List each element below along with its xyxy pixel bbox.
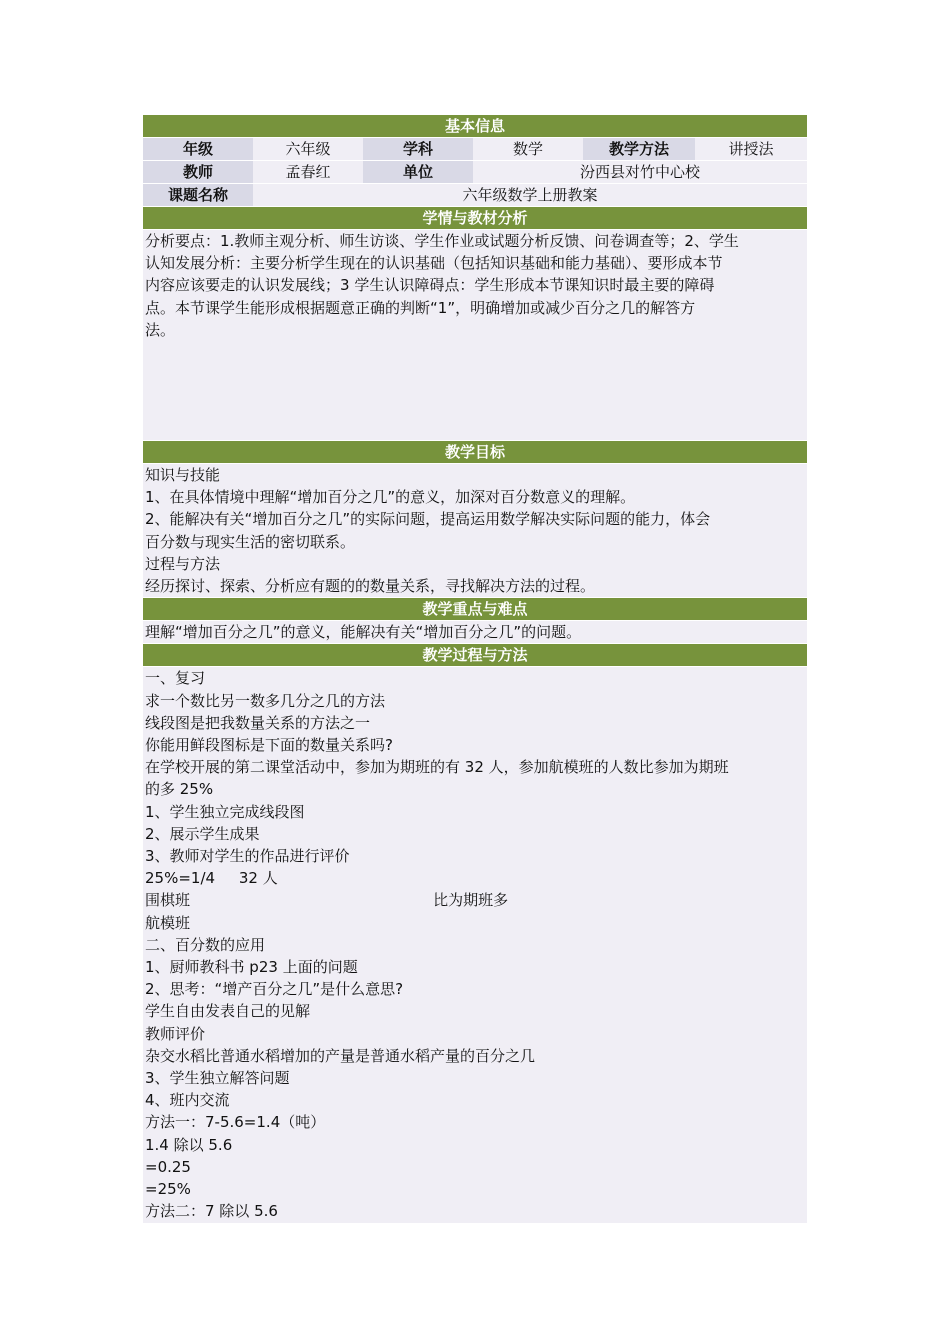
analysis-line: 点。本节课学生能形成根据题意正确的判断“1”，明确增加或减少百分之几的解答方 xyxy=(145,298,696,317)
goals-line: 百分数与现实生活的密切联系。 xyxy=(145,532,356,551)
process-header: 教学过程与方法 xyxy=(143,644,807,667)
topic-value: 六年级数学上册教案 xyxy=(253,184,807,206)
process-line: 3、教师对学生的作品进行评价 xyxy=(145,847,350,866)
process-line: 二、百分数的应用 xyxy=(145,935,266,954)
process-line: 1、学生独立完成线段图 xyxy=(145,802,305,821)
process-line: 方法一：7-5.6=1.4（吨） xyxy=(145,1113,326,1132)
grade-value: 六年级 xyxy=(253,138,363,160)
method-label: 教学方法 xyxy=(583,138,695,160)
key-points-body xyxy=(143,621,807,644)
row-teacher-unit xyxy=(143,161,807,184)
process-line: 4、班内交流 xyxy=(145,1091,230,1110)
process-line: 2、思考：“增产百分之几”是什么意思? xyxy=(145,980,404,999)
basic-info-header: 基本信息 xyxy=(143,115,807,138)
analysis-body xyxy=(143,230,807,441)
row-topic xyxy=(143,184,807,207)
process-line: 一、复习 xyxy=(145,669,206,688)
process-line: 线段图是把我数量关系的方法之一 xyxy=(145,713,371,732)
process-line: 1.4 除以 5.6 xyxy=(145,1135,233,1154)
process-line: 1、厨师教科书 p23 上面的问题 xyxy=(145,958,358,977)
process-line: 求一个数比另一数多几分之几的方法 xyxy=(145,691,386,710)
topic-label: 课题名称 xyxy=(143,184,253,206)
unit-value: 汾西县对竹中心校 xyxy=(473,161,807,183)
goals-body xyxy=(143,464,807,598)
subject-value: 数学 xyxy=(473,138,583,160)
teacher-label: 教师 xyxy=(143,161,253,183)
process-line: 的多 25% xyxy=(145,780,214,799)
teacher-value: 孟春红 xyxy=(253,161,363,183)
process-line: =25% xyxy=(145,1180,191,1199)
process-line: 方法二：7 除以 5.6 xyxy=(145,1202,278,1221)
process-line: 学生自由发表自己的见解 xyxy=(145,1002,311,1021)
analysis-line: 内容应该要走的认识发展线；3 学生认识障碍点：学生形成本节课知识时最主要的障碍 xyxy=(145,276,715,295)
process-line: 你能用鲜段图标是下面的数量关系吗? xyxy=(145,736,393,755)
subject-label: 学科 xyxy=(363,138,473,160)
key-points-header: 教学重点与难点 xyxy=(143,598,807,621)
goals-line: 1、在具体情境中理解“增加百分之几”的意义，加深对百分数意义的理解。 xyxy=(145,488,636,507)
unit-label: 单位 xyxy=(363,161,473,183)
process-line: 杂交水稻比普通水稻增加的产量是普通水稻产量的百分之几 xyxy=(145,1046,536,1065)
goals-line: 过程与方法 xyxy=(145,554,221,573)
process-line: 2、展示学生成果 xyxy=(145,824,260,843)
process-line: 教师评价 xyxy=(145,1024,206,1043)
process-line: 25%=1/4 32 人 xyxy=(145,869,278,888)
process-body xyxy=(143,667,807,1223)
analysis-header: 学情与教材分析 xyxy=(143,207,807,230)
method-value: 讲授法 xyxy=(695,138,807,160)
goals-line: 经历探讨、探索、分析应有题的的数量关系，寻找解决方法的过程。 xyxy=(145,577,596,596)
lesson-plan-table xyxy=(143,115,807,1224)
process-line: 围棋班 比为期班多 xyxy=(145,891,509,910)
goals-line: 2、能解决有关“增加百分之几”的实际问题，提高运用数学解决实际问题的能力，体会 xyxy=(145,510,711,529)
process-line: 3、学生独立解答问题 xyxy=(145,1069,290,1088)
goals-header: 教学目标 xyxy=(143,441,807,464)
grade-label: 年级 xyxy=(143,138,253,160)
process-line: =0.25 xyxy=(145,1157,191,1176)
process-line: 航模班 xyxy=(145,913,191,932)
row-grade-subject-method xyxy=(143,138,807,161)
goals-line: 知识与技能 xyxy=(145,466,221,484)
key-points-line: 理解“增加百分之几”的意义，能解决有关“增加百分之几”的问题。 xyxy=(145,623,582,642)
analysis-line: 法。 xyxy=(145,320,176,339)
process-line: 在学校开展的第二课堂活动中，参加为期班的有 32 人，参加航模班的人数比参加为期班 xyxy=(145,758,729,777)
analysis-line: 分析要点：1.教师主观分析、师生访谈、学生作业或试题分析反馈、问卷调查等；2、学生 xyxy=(145,232,739,250)
analysis-line: 认知发展分析：主要分析学生现在的认识基础（包括知识基础和能力基础）、要形成本节 xyxy=(145,254,723,273)
